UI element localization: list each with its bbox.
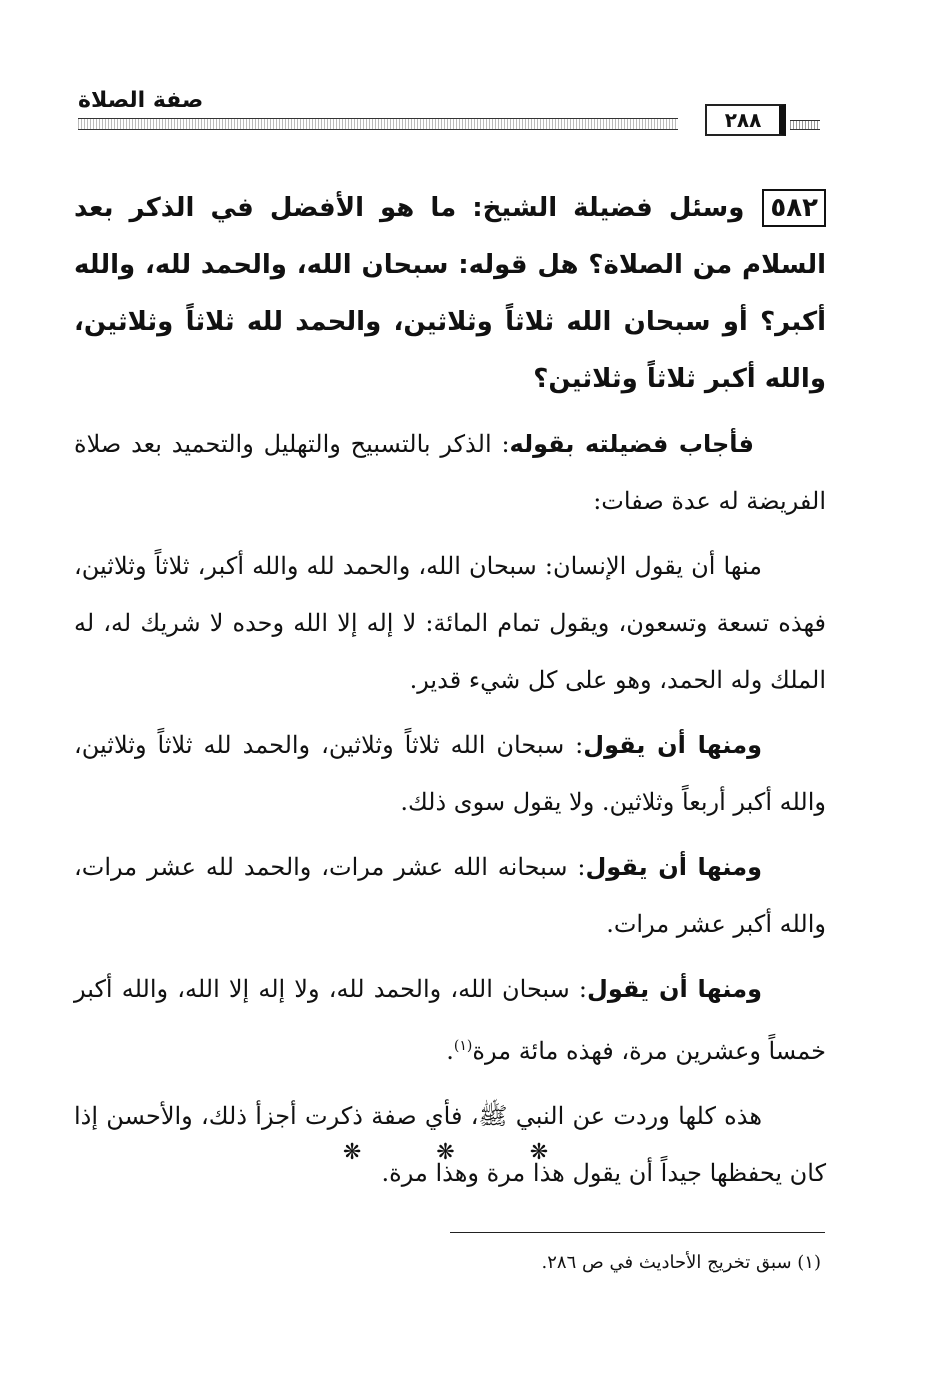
answer-paragraph-3 [74, 839, 826, 953]
footnote-rule [450, 1232, 825, 1233]
page-number: ٢٨٨ [705, 104, 786, 136]
paragraph-4-end: . [446, 1037, 454, 1065]
answer-paragraph-2 [74, 717, 826, 831]
header-rule-end [790, 120, 820, 130]
header-title: صفة الصلاة [78, 88, 204, 113]
answer-paragraph-1: منها أن يقول الإنسان: سبحان الله، والحمد لله والله أكبر، ثلاثاً وثلاثين، فهذه تسعة وتسعون، ويقول تمام المائة: لا إله إلا الله وحده لا شريك له، له الملك وله الحمد، وهو على كل شيء قدير. [74, 552, 826, 694]
answer-intro [74, 416, 826, 530]
question-paragraph [74, 180, 826, 408]
answer-paragraph-5: هذه كلها وردت عن النبي ﷺ، فأي صفة ذكرت أجزأ ذلك، والأحسن إذا كان يحفظها جيداً أن يقول هذا مرة وهذا مرة. [74, 1102, 826, 1187]
question-number: ٥٨٢ [762, 189, 826, 227]
paragraph-3-lead: ومنها أن يقول [585, 853, 762, 881]
header-rule [78, 118, 678, 130]
answer-lead: فأجاب فضيلته بقوله [509, 430, 754, 458]
answer-intro-text: : الذكر بالتسبيح والتهليل والتحميد بعد صلاة الفريضة له عدة صفات: [74, 430, 826, 515]
question-text: وسئل فضيلة الشيخ: ما هو الأفضل في الذكر بعد السلام من الصلاة؟ هل قوله: سبحان الله، والحمد لله، والله أكبر؟ أو سبحان الله ثلاثاً وثلاثين، والحمد لله ثلاثاً وثلاثين، والله أكبر ثلاثاً وثلاثين؟ [74, 193, 826, 394]
paragraph-3-text: : سبحانه الله عشر مرات، والحمد لله عشر مرات، والله أكبر عشر مرات. [74, 853, 826, 938]
paragraph-2-lead: ومنها أن يقول [583, 731, 762, 759]
section-separator: ❋ ❋ ❋ [342, 1140, 583, 1165]
page-body [74, 180, 826, 1202]
paragraph-4-text: : سبحان الله، والحمد لله، ولا إله إلا الله، والله أكبر خمساً وعشرين مرة، فهذه مائة مرة [74, 975, 826, 1065]
footnote: (١) سبق تخريج الأحاديث في ص ٢٨٦. [541, 1252, 821, 1273]
paragraph-2-text: : سبحان الله ثلاثاً وثلاثين، والحمد لله ثلاثاً وثلاثين، والله أكبر أربعاً وثلاثين. ولا يقول سوى ذلك. [74, 731, 826, 816]
footnote-ref: (١) [453, 1038, 473, 1054]
paragraph-4-lead: ومنها أن يقول [587, 975, 762, 1003]
answer-paragraph-4 [74, 961, 826, 1080]
page-header [78, 88, 820, 134]
